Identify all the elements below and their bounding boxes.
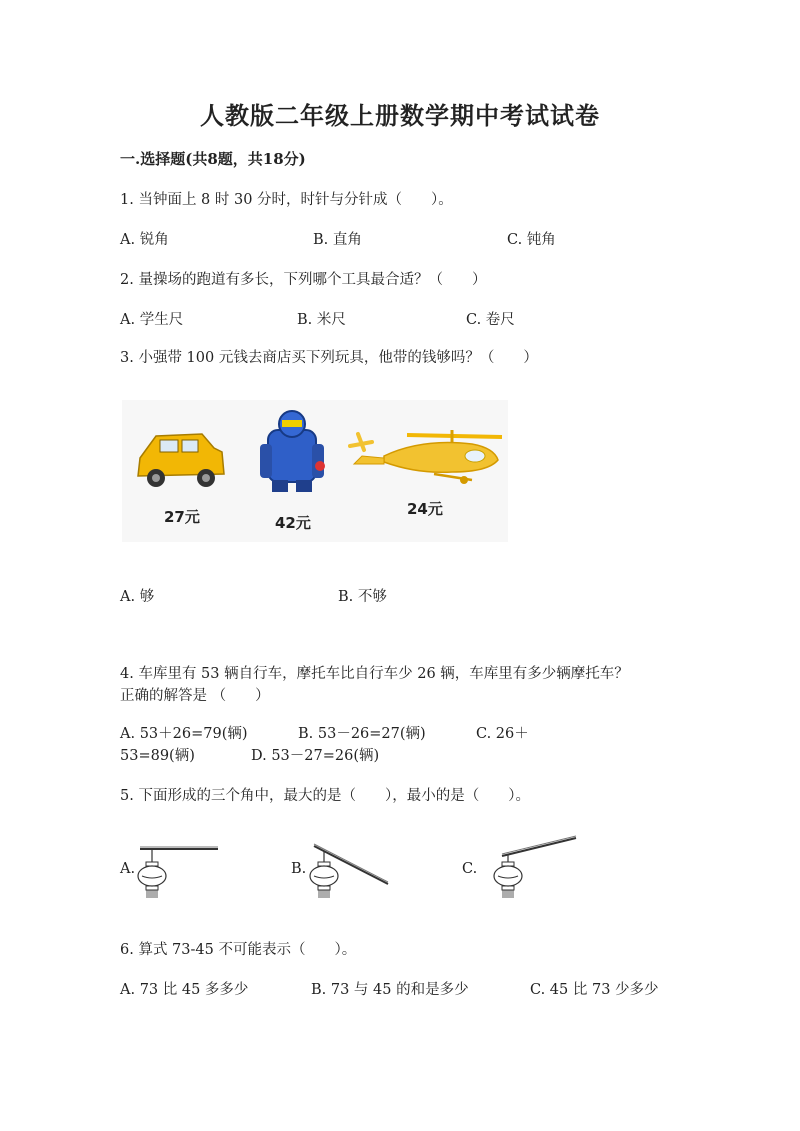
toy-car-price: 27元	[164, 508, 200, 526]
toys-illustration	[122, 400, 508, 542]
lantern-angle-c-figure	[488, 834, 580, 902]
question-2-stem: 2. 量操场的跑道有多长，下列哪个工具最合适？（ ）	[120, 272, 487, 288]
question-2-option-b[interactable]: B. 米尺	[297, 312, 346, 328]
lantern-angle-a-figure	[136, 840, 226, 902]
question-4-stem-line-1: 4. 车库里有 53 辆自行车，摩托车比自行车少 26 辆，车库里有多少辆摩托车？	[120, 666, 629, 682]
question-6-option-a[interactable]: A. 73 比 45 多多少	[120, 982, 249, 998]
question-4-option-c-continued[interactable]: 53=89(辆)	[120, 748, 195, 764]
toy-robot-price: 42元	[275, 514, 311, 532]
question-5-option-b[interactable]: B.	[291, 861, 307, 877]
question-2-option-c[interactable]: C. 卷尺	[466, 312, 515, 328]
question-4-option-c[interactable]: C. 26＋	[476, 726, 529, 742]
page-title: 人教版二年级上册数学期中考试试卷	[200, 101, 600, 130]
question-3-option-a[interactable]: A. 够	[120, 589, 155, 605]
question-1-option-a[interactable]: A. 锐角	[120, 232, 169, 248]
question-4-stem-line-2: 正确的解答是 （ ）	[120, 688, 270, 704]
question-2-option-a[interactable]: A. 学生尺	[120, 312, 184, 328]
question-1-option-c[interactable]: C. 钝角	[507, 232, 556, 248]
question-5-stem: 5. 下面形成的三个角中，最大的是（ ），最小的是（ ）。	[120, 788, 530, 804]
question-1-option-b[interactable]: B. 直角	[313, 232, 362, 248]
question-6-option-c[interactable]: C. 45 比 73 少多少	[530, 982, 659, 998]
question-6-option-b[interactable]: B. 73 与 45 的和是多少	[311, 982, 469, 998]
question-6-stem: 6. 算式 73-45 不可能表示（ ）。	[120, 942, 357, 958]
question-4-option-b[interactable]: B. 53－26=27(辆)	[298, 726, 426, 742]
question-3-stem: 3. 小强带 100 元钱去商店买下列玩具，他带的钱够吗？（ ）	[120, 350, 538, 366]
lantern-angle-b-figure	[304, 840, 394, 902]
question-4-option-a[interactable]: A. 53＋26=79(辆)	[120, 726, 248, 742]
question-5-option-a[interactable]: A.	[120, 861, 136, 877]
question-1-stem: 1. 当钟面上 8 时 30 分时，时针与分针成（ ）。	[120, 192, 453, 208]
toy-helicopter-price: 24元	[407, 500, 443, 518]
question-3-option-b[interactable]: B. 不够	[338, 589, 387, 605]
section-heading: 一.选择题(共8题，共18分)	[120, 150, 306, 168]
question-5-option-c[interactable]: C.	[462, 861, 478, 877]
question-4-option-d[interactable]: D. 53－27=26(辆)	[251, 748, 380, 764]
